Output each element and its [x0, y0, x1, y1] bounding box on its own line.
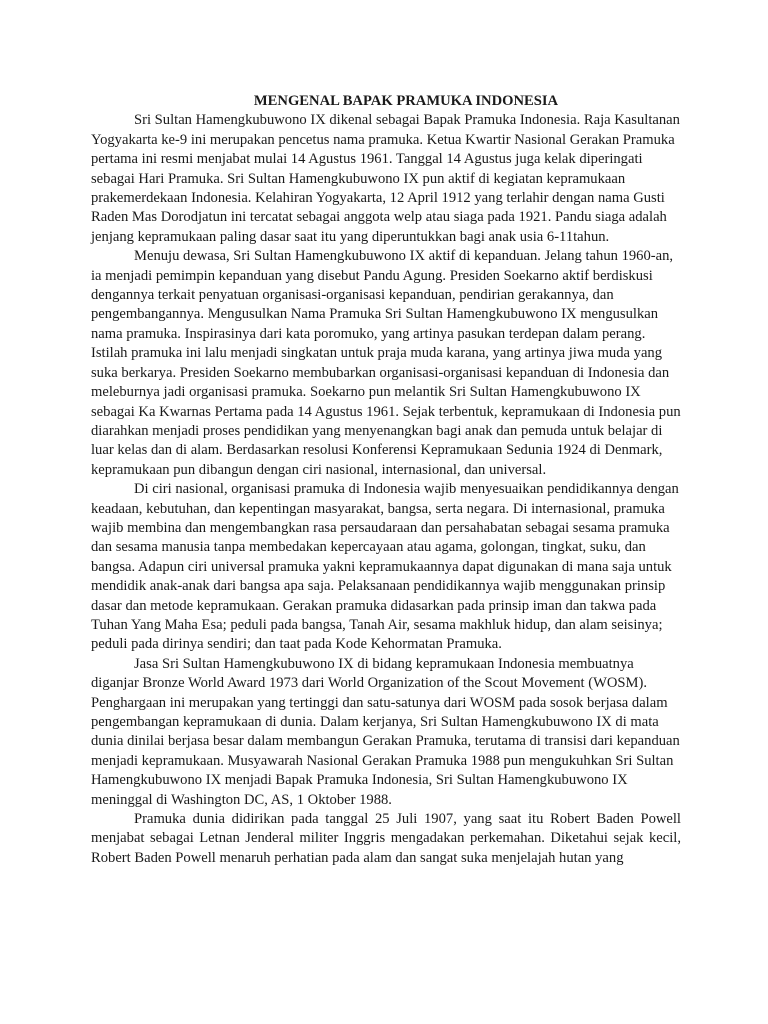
paragraph-2: Menuju dewasa, Sri Sultan Hamengkubuwono IX aktif di kepanduan. Jelang tahun 1960-an, ia menjadi pemimpin kepanduan yang disebut Pandu Agung. Presiden Soekarno aktif berdiskusi dengannya terkait penyatuan organisasi-organisasi kepanduan, pendirian gerakannya, dan pengembangannya. Mengusulkan Nama Pramuka Sri Sultan Hamengkubuwono IX mengusulkan nama pramuka. Inspirasinya dari kata poromuko, yang artinya pasukan terdepan dalam perang. Istilah pramuka ini lalu menjadi singkatan untuk praja muda karana, yang artinya jiwa muda yang suka berkarya. Presiden Soekarno membubarkan organisasi-organisasi kepanduan di Indonesia dan meleburnya jadi organisasi pramuka. Soekarno pun melantik Sri Sultan Hamengkubuwono IX sebagai Ka Kwarnas Pertama pada 14 Agustus 1961. Sejak terbentuk, kepramukaan di Indonesia pun diarahkan menjadi proses pendidikan yang menyenangkan bagi anak dan pemuda untuk belajar di luar kelas dan di alam. Berdasarkan resolusi Konferensi Kepramukaan Sedunia 1924 di Denmark, kepramukaan pun dibangun dengan ciri nasional, internasional, dan universal. — [91, 248, 681, 478]
paragraph-3: Di ciri nasional, organisasi pramuka di Indonesia wajib menyesuaikan pendidikannya dengan keadaan, kebutuhan, dan kepentingan masyarakat, bangsa, serta negara. Di internasional, pramuka wajib membina dan mengembangkan rasa persaudaraan dan persahabatan sebagai sesama pramuka dan sesama manusia tanpa membedakan kepercayaan atau agama, golongan, tingkat, suku, dan bangsa. Adapun ciri universal pramuka yakni kepramukaannya dapat digunakan di mana saja untuk mendidik anak-anak dari bangsa apa saja. Pelaksanaan pendidikannya wajib menggunakan prinsip dasar dan metode kepramukaan. Gerakan pramuka didasarkan pada prinsip iman dan takwa pada Tuhan Yang Maha Esa; peduli pada bangsa, Tanah Air, sesama makhluk hidup, dan alam seisinya; peduli pada dirinya sendiri; dan taat pada Kode Kehormatan Pramuka. — [91, 481, 679, 653]
document-title: MENGENAL BAPAK PRAMUKA INDONESIA — [253, 93, 559, 109]
document-page — [91, 92, 681, 868]
paragraph-1: Sri Sultan Hamengkubuwono IX dikenal sebagai Bapak Pramuka Indonesia. Raja Kasultanan Yogyakarta ke-9 ini merupakan pencetus nama pramuka. Ketua Kwartir Nasional Gerakan Pramuka pertama ini resmi menjabat mulai 14 Agustus 1961. Tanggal 14 Agustus juga kelak diperingati sebagai Hari Pramuka. Sri Sultan Hamengkubuwono IX pun aktif di kegiatan kepramukaan prakemerdekaan Indonesia. Kelahiran Yogyakarta, 12 April 1912 yang terlahir dengan nama Gusti Raden Mas Dorodjatun ini tercatat sebagai anggota welp atau siaga pada 1921. Pandu siaga adalah jenjang kepramukaan paling dasar saat itu yang diperuntukkan bagi anak usia 6-11tahun. — [91, 112, 680, 245]
paragraph-4: Jasa Sri Sultan Hamengkubuwono IX di bidang kepramukaan Indonesia membuatnya diganjar Bronze World Award 1973 dari World Organization of the Scout Movement (WOSM). Penghargaan ini merupakan yang tertinggi dan satu-satunya dari WOSM pada sosok berjasa dalam pengembangan kepramukaan di dunia. Dalam kerjanya, Sri Sultan Hamengkubuwono IX di mata dunia dinilai berjasa besar dalam membangun Gerakan Pramuka, terutama di transisi dari kepanduan menjadi kepramukaan. Musyawarah Nasional Gerakan Pramuka 1988 pun mengukuhkan Sri Sultan Hamengkubuwono IX menjadi Bapak Pramuka Indonesia, Sri Sultan Hamengkubuwono IX meninggal di Washington DC, AS, 1 Oktober 1988. — [91, 655, 680, 808]
paragraph-5: Pramuka dunia didirikan pada tanggal 25 Juli 1907, yang saat itu Robert Baden Powell menjabat sebagai Letnan Jenderal militer Inggris mengadakan perkemahan. Diketahui sejak kecil, Robert Baden Powell menaruh perhatian pada alam dan sangat suka menjelajah hutan yang — [91, 811, 681, 866]
